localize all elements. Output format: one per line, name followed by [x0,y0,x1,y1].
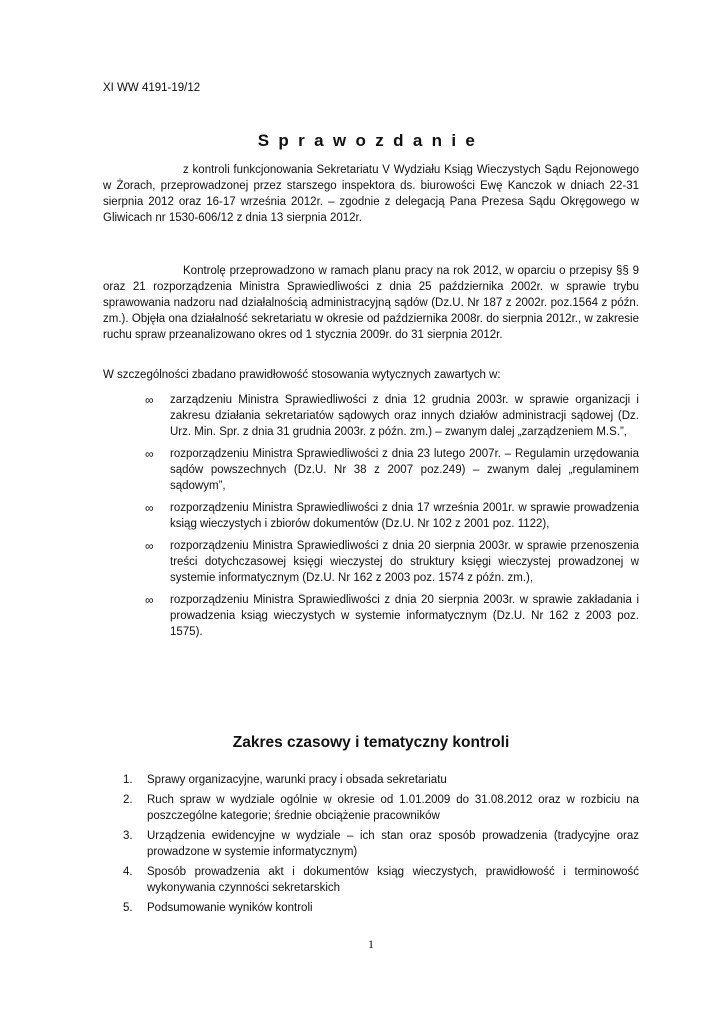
list-item [123,864,639,896]
bullet-glyph: ∞ [145,447,154,461]
section-heading: Zakres czasowy i tematyczny kontroli [232,734,510,751]
list-item-text: Sposób prowadzenia akt i dokumentów ksiąg wieczystych, prawidłowość i terminowość wykonywania czynności sekretarskich [147,866,639,894]
bullet-glyph: ∞ [145,593,154,607]
bullet-glyph: ∞ [145,393,154,407]
list-item [145,592,639,640]
item-number: 4. [123,866,133,878]
list-item-text: rozporządzeniu Ministra Sprawiedliwości z dnia 20 sierpnia 2003r. w sprawie zakładania i prowadzenia ksiąg wieczystych w systemie informatycznym (Dz.U. Nr 162 z 2003 poz. 1575). [170,594,639,638]
document-title: Sprawozdanie [257,131,485,150]
list-item [145,500,639,532]
list-item-text: rozporządzeniu Ministra Sprawiedliwości z dnia 23 lutego 2007r. – Regulamin urzędowania sądów powszechnych (Dz.U. Nr 38 z 2007 poz.249) – zwanym dalej „regulaminem sądowym”, [170,448,639,492]
item-number: 1. [123,774,133,786]
list-item-text: rozporządzeniu Ministra Sprawiedliwości z dnia 20 sierpnia 2003r. w sprawie przenoszenia treści dotychczasowej księgi wieczystej do struktury księgi wieczystej prowadzonej w systemie informatycznym (Dz.U. Nr 162 z 2003 poz. 1574 z późn. zm.), [170,540,639,584]
item-number: 2. [123,794,133,806]
list-item [123,792,639,824]
list-item [145,446,639,494]
bullet-glyph: ∞ [145,501,154,515]
list-item-text: Ruch spraw w wydziale ogólnie w okresie od 1.01.2009 do 31.08.2012 oraz w rozbiciu na poszczególne kategorie; średnie obciążenie pracowników [147,794,639,822]
list-item [123,828,639,860]
list-item [145,392,639,440]
document-reference: XI WW 4191-19/12 [103,82,201,94]
bullet-glyph: ∞ [145,539,154,553]
item-number: 3. [123,830,133,842]
list-item-text: rozporządzeniu Ministra Sprawiedliwości z dnia 17 września 2001r. w sprawie prowadzenia ksiąg wieczystych i zbiorów dokumentów (Dz.U. Nr 102 z 2001 poz. 1122), [170,502,639,530]
page-number: 1 [368,937,374,951]
list-item [123,900,639,916]
list-item-text: Urządzenia ewidencyjne w wydziale – ich stan oraz sposób prowadzenia (tradycyjne oraz prowadzone w systemie informatycznym) [147,830,639,858]
lead-sentence: W szczególności zbadano prawidłowość stosowania wytycznych zawartych w: [103,369,501,381]
regulations-list [145,392,639,646]
item-number: 5. [123,902,133,914]
list-item [145,538,639,586]
intro-paragraph: z kontroli funkcjonowania Sekretariatu V Wydziału Ksiąg Wieczystych Sądu Rejonowego w Żorach, przeprowadzonej przez starszego inspektora ds. biurowości Ewę Kanczok w dniach 22-31 sierpnia 2012 oraz 16-17 września 2012r. – zgodnie z delegacją Pana Prezesa Sądu Okręgowego w Gliwicach nr 1530-606/12 z dnia 13 sierpnia 2012r. [103,164,639,224]
topics-list [123,772,639,920]
list-item-text: Podsumowanie wyników kontroli [147,902,313,914]
list-item-text: Sprawy organizacyjne, warunki pracy i obsada sekretariatu [147,774,447,786]
list-item [123,772,639,788]
scope-paragraph: Kontrolę przeprowadzono w ramach planu pracy na rok 2012, w oparciu o przepisy §§ 9 oraz 21 rozporządzenia Ministra Sprawiedliwości z dnia 25 października 2002r. w sprawie trybu sprawowania nadzoru nad działalnością administracyjną sądów (Dz.U. Nr 187 z 2002r. poz.1564 z późn. zm.). Objęła ona działalność sekretariatu w okresie od października 2008r. do sierpnia 2012r., w zakresie ruchu spraw przeanalizowano okres od 1 stycznia 2009r. do 31 sierpnia 2012r. [103,265,639,341]
list-item-text: zarządzeniu Ministra Sprawiedliwości z dnia 12 grudnia 2003r. w sprawie organizacji i zakresu działania sekretariatów sądowych oraz innych działów administracji sądowej (Dz. Urz. Min. Spr. z dnia 31 grudnia 2003r. z późn. zm.) – zwanym dalej „zarządzeniem M.S.”, [170,394,639,438]
